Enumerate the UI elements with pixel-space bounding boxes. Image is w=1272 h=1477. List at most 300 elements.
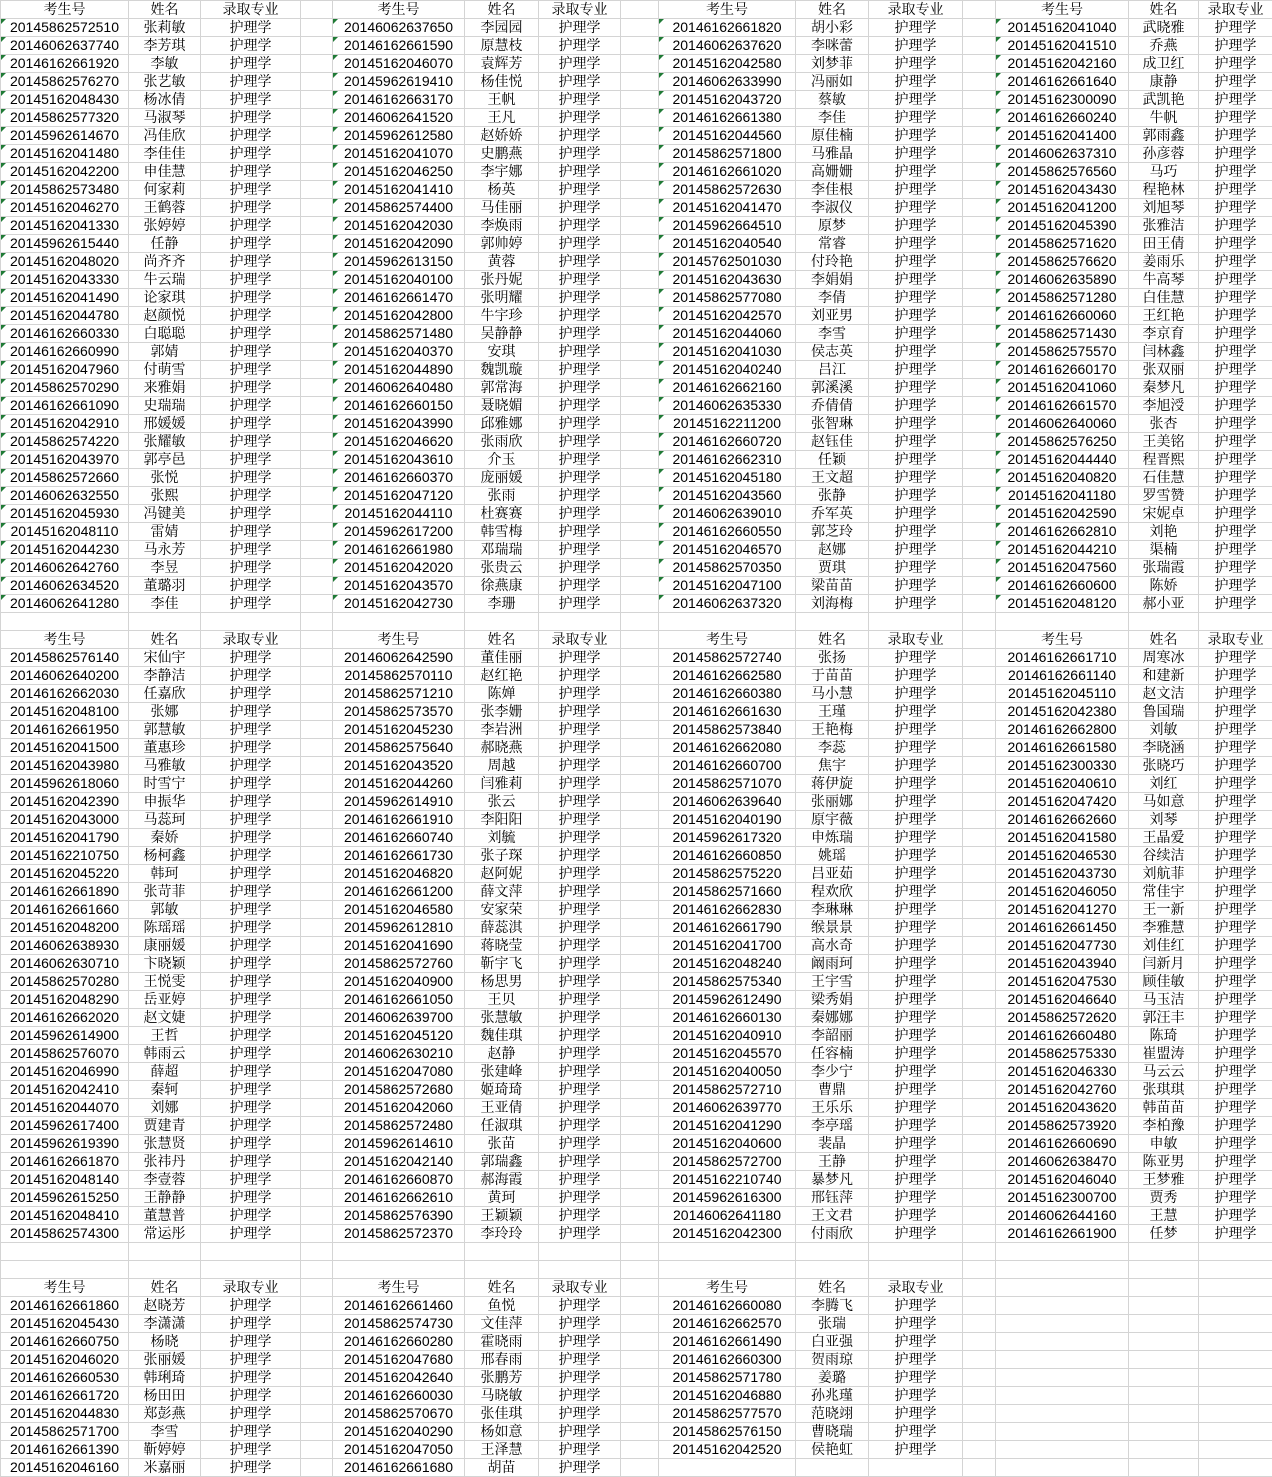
cell-exam-id[interactable]: 20145962617400 (1, 1117, 129, 1135)
cell-exam-id[interactable]: 20146062630710 (1, 955, 129, 973)
cell-major[interactable]: 护理学 (1199, 847, 1272, 865)
cell-major[interactable]: 护理学 (869, 865, 963, 883)
empty-cell[interactable] (996, 1387, 1129, 1405)
cell-name[interactable]: 张杏 (1129, 415, 1199, 433)
cell-exam-id[interactable]: 20145162042140 (333, 1153, 465, 1171)
cell-exam-id[interactable]: 20145162043570 (333, 577, 465, 595)
cell-name[interactable]: 王慧 (1129, 1207, 1199, 1225)
cell-major[interactable]: 护理学 (201, 1135, 301, 1153)
cell-name[interactable]: 张艺敏 (129, 73, 201, 91)
cell-exam-id[interactable]: 20145162041060 (996, 379, 1129, 397)
cell-name[interactable]: 黄蓉 (465, 253, 539, 271)
separator-cell[interactable] (301, 145, 333, 163)
empty-cell[interactable] (1129, 1279, 1199, 1297)
separator-cell[interactable] (621, 901, 659, 919)
cell-exam-id[interactable]: 20145862575570 (996, 343, 1129, 361)
cell-name[interactable]: 程艳林 (1129, 181, 1199, 199)
header-major[interactable]: 录取专业 (1199, 631, 1272, 649)
separator-cell[interactable] (301, 1207, 333, 1225)
cell-exam-id[interactable]: 20145862571700 (1, 1423, 129, 1441)
cell-name[interactable]: 王宇雪 (796, 973, 869, 991)
separator-cell[interactable] (301, 1063, 333, 1081)
cell-name[interactable]: 蔡敏 (796, 91, 869, 109)
cell-major[interactable]: 护理学 (539, 919, 621, 937)
cell-name[interactable]: 马玉洁 (1129, 991, 1199, 1009)
cell-exam-id[interactable]: 20145862570290 (1, 379, 129, 397)
cell-exam-id[interactable]: 20145862574730 (333, 1315, 465, 1333)
cell-major[interactable]: 护理学 (539, 289, 621, 307)
cell-major[interactable]: 护理学 (201, 1333, 301, 1351)
cell-name[interactable]: 赵静 (465, 1045, 539, 1063)
cell-exam-id[interactable]: 20145162041330 (1, 217, 129, 235)
cell-exam-id[interactable]: 20145162042410 (1, 1081, 129, 1099)
cell-exam-id[interactable]: 20145162047730 (996, 937, 1129, 955)
separator-cell[interactable] (963, 685, 996, 703)
separator-cell[interactable] (621, 595, 659, 613)
cell-major[interactable]: 护理学 (539, 577, 621, 595)
cell-name[interactable]: 秦娇 (129, 829, 201, 847)
cell-exam-id[interactable]: 20145962615440 (1, 235, 129, 253)
cell-name[interactable]: 高水奇 (796, 937, 869, 955)
cell-name[interactable]: 吕江 (796, 361, 869, 379)
empty-cell[interactable] (996, 1351, 1129, 1369)
separator-cell[interactable] (621, 163, 659, 181)
cell-major[interactable]: 护理学 (1199, 919, 1272, 937)
cell-exam-id[interactable]: 20145162041040 (996, 19, 1129, 37)
cell-exam-id[interactable]: 20146162661790 (659, 919, 796, 937)
cell-major[interactable]: 护理学 (1199, 37, 1272, 55)
cell-name[interactable]: 张苗 (465, 1135, 539, 1153)
cell-exam-id[interactable]: 20145862572370 (333, 1225, 465, 1243)
cell-exam-id[interactable]: 20146062635330 (659, 397, 796, 415)
cell-name[interactable]: 宋妮卓 (1129, 505, 1199, 523)
separator-cell[interactable] (963, 397, 996, 415)
cell-name[interactable]: 郭敏 (129, 901, 201, 919)
cell-exam-id[interactable]: 20145862570670 (333, 1405, 465, 1423)
separator-cell[interactable] (621, 865, 659, 883)
separator-cell[interactable] (301, 415, 333, 433)
cell-name[interactable]: 时雪宁 (129, 775, 201, 793)
cell-name[interactable]: 孙兆瑾 (796, 1387, 869, 1405)
cell-major[interactable]: 护理学 (539, 955, 621, 973)
empty-cell[interactable] (869, 1459, 963, 1477)
cell-exam-id[interactable]: 20145862571210 (333, 685, 465, 703)
cell-exam-id[interactable]: 20146162660170 (996, 361, 1129, 379)
cell-major[interactable]: 护理学 (539, 559, 621, 577)
separator-cell[interactable] (963, 199, 996, 217)
cell-name[interactable]: 张雨欣 (465, 433, 539, 451)
cell-exam-id[interactable]: 20146162660550 (659, 523, 796, 541)
separator-cell[interactable] (301, 73, 333, 91)
header-major[interactable]: 录取专业 (201, 1279, 301, 1297)
cell-name[interactable]: 刘亚男 (796, 307, 869, 325)
separator-cell[interactable] (963, 919, 996, 937)
cell-name[interactable]: 张雨 (465, 487, 539, 505)
cell-exam-id[interactable]: 20145162042300 (659, 1225, 796, 1243)
cell-major[interactable]: 护理学 (869, 811, 963, 829)
cell-major[interactable]: 护理学 (539, 1387, 621, 1405)
cell-major[interactable]: 护理学 (201, 127, 301, 145)
header-major[interactable]: 录取专业 (539, 1, 621, 19)
separator-cell[interactable] (301, 1387, 333, 1405)
cell-exam-id[interactable]: 20145762501030 (659, 253, 796, 271)
cell-name[interactable]: 刘敏 (1129, 721, 1199, 739)
cell-major[interactable]: 护理学 (539, 271, 621, 289)
cell-major[interactable]: 护理学 (539, 199, 621, 217)
cell-exam-id[interactable]: 20146162661870 (1, 1153, 129, 1171)
separator-cell[interactable] (621, 523, 659, 541)
cell-major[interactable]: 护理学 (869, 91, 963, 109)
cell-exam-id[interactable]: 20145862575330 (996, 1045, 1129, 1063)
separator-cell[interactable] (963, 595, 996, 613)
cell-name[interactable]: 马永芳 (129, 541, 201, 559)
cell-name[interactable]: 曹鼎 (796, 1081, 869, 1099)
separator-cell[interactable] (963, 955, 996, 973)
empty-cell[interactable] (333, 1243, 465, 1261)
cell-major[interactable]: 护理学 (539, 127, 621, 145)
cell-name[interactable]: 刘琴 (1129, 811, 1199, 829)
empty-cell[interactable] (996, 1261, 1129, 1279)
cell-exam-id[interactable]: 20145862576390 (333, 1207, 465, 1225)
cell-exam-id[interactable]: 20145162046070 (333, 55, 465, 73)
cell-name[interactable]: 康静 (1129, 73, 1199, 91)
cell-name[interactable]: 吴静静 (465, 325, 539, 343)
separator-cell[interactable] (621, 1009, 659, 1027)
cell-exam-id[interactable]: 20146162662030 (1, 685, 129, 703)
separator-cell[interactable] (963, 901, 996, 919)
separator-cell[interactable] (621, 559, 659, 577)
cell-major[interactable]: 护理学 (201, 271, 301, 289)
separator-cell[interactable] (963, 1045, 996, 1063)
cell-major[interactable]: 护理学 (201, 775, 301, 793)
separator-cell[interactable] (963, 1, 996, 19)
cell-exam-id[interactable]: 20145162041790 (1, 829, 129, 847)
separator-cell[interactable] (301, 631, 333, 649)
cell-name[interactable]: 宋仙宇 (129, 649, 201, 667)
separator-cell[interactable] (301, 199, 333, 217)
cell-major[interactable]: 护理学 (869, 1027, 963, 1045)
separator-cell[interactable] (963, 775, 996, 793)
empty-cell[interactable] (1199, 1351, 1272, 1369)
cell-name[interactable]: 韩琍琦 (129, 1369, 201, 1387)
header-major[interactable]: 录取专业 (201, 1, 301, 19)
cell-exam-id[interactable]: 20146062639770 (659, 1099, 796, 1117)
cell-name[interactable]: 武晓雅 (1129, 19, 1199, 37)
cell-major[interactable]: 护理学 (539, 1081, 621, 1099)
cell-major[interactable]: 护理学 (539, 253, 621, 271)
separator-cell[interactable] (963, 1135, 996, 1153)
cell-name[interactable]: 付萌雪 (129, 361, 201, 379)
cell-major[interactable]: 护理学 (869, 487, 963, 505)
empty-cell[interactable] (659, 1261, 796, 1279)
cell-exam-id[interactable]: 20145162041180 (996, 487, 1129, 505)
cell-exam-id[interactable]: 20145962612490 (659, 991, 796, 1009)
cell-exam-id[interactable]: 20145962615250 (1, 1189, 129, 1207)
cell-exam-id[interactable]: 20146162661590 (333, 37, 465, 55)
cell-name[interactable]: 王静静 (129, 1189, 201, 1207)
cell-name[interactable]: 郭瑞鑫 (465, 1153, 539, 1171)
separator-cell[interactable] (301, 307, 333, 325)
cell-major[interactable]: 护理学 (201, 1153, 301, 1171)
cell-major[interactable]: 护理学 (539, 487, 621, 505)
cell-exam-id[interactable]: 20145162041470 (659, 199, 796, 217)
cell-major[interactable]: 护理学 (1199, 163, 1272, 181)
separator-cell[interactable] (621, 1441, 659, 1459)
cell-name[interactable]: 王文君 (796, 1207, 869, 1225)
cell-exam-id[interactable]: 20145162041400 (996, 127, 1129, 145)
cell-exam-id[interactable]: 20146162661980 (333, 541, 465, 559)
cell-exam-id[interactable]: 20145162043990 (333, 415, 465, 433)
header-exam-id[interactable]: 考生号 (333, 1, 465, 19)
cell-name[interactable]: 于苗苗 (796, 667, 869, 685)
cell-major[interactable]: 护理学 (539, 1027, 621, 1045)
separator-cell[interactable] (621, 325, 659, 343)
separator-cell[interactable] (621, 649, 659, 667)
header-name[interactable]: 姓名 (129, 1279, 201, 1297)
separator-cell[interactable] (301, 793, 333, 811)
cell-exam-id[interactable]: 20145162041580 (996, 829, 1129, 847)
cell-name[interactable]: 张晓巧 (1129, 757, 1199, 775)
cell-exam-id[interactable]: 20146062638470 (996, 1153, 1129, 1171)
separator-cell[interactable] (963, 865, 996, 883)
cell-major[interactable]: 护理学 (539, 793, 621, 811)
cell-name[interactable]: 乔燕 (1129, 37, 1199, 55)
cell-major[interactable]: 护理学 (869, 757, 963, 775)
separator-cell[interactable] (963, 811, 996, 829)
empty-cell[interactable] (1129, 1369, 1199, 1387)
separator-cell[interactable] (301, 937, 333, 955)
cell-exam-id[interactable]: 20145162043610 (333, 451, 465, 469)
separator-cell[interactable] (301, 1189, 333, 1207)
separator-cell[interactable] (301, 1225, 333, 1243)
cell-major[interactable]: 护理学 (869, 1117, 963, 1135)
separator-cell[interactable] (301, 739, 333, 757)
separator-cell[interactable] (963, 577, 996, 595)
cell-major[interactable]: 护理学 (1199, 865, 1272, 883)
cell-exam-id[interactable]: 20146162662830 (659, 901, 796, 919)
cell-major[interactable]: 护理学 (201, 55, 301, 73)
cell-major[interactable]: 护理学 (1199, 379, 1272, 397)
separator-cell[interactable] (963, 487, 996, 505)
separator-cell[interactable] (301, 91, 333, 109)
cell-major[interactable]: 护理学 (201, 1045, 301, 1063)
empty-cell[interactable] (301, 1261, 333, 1279)
separator-cell[interactable] (621, 775, 659, 793)
cell-exam-id[interactable]: 20145162047080 (333, 1063, 465, 1081)
cell-major[interactable]: 护理学 (201, 829, 301, 847)
cell-exam-id[interactable]: 20146162660330 (1, 325, 129, 343)
cell-exam-id[interactable]: 20145162046250 (333, 163, 465, 181)
cell-exam-id[interactable]: 20145862571780 (659, 1369, 796, 1387)
separator-cell[interactable] (621, 811, 659, 829)
empty-cell[interactable] (963, 1243, 996, 1261)
cell-exam-id[interactable]: 20146162660850 (659, 847, 796, 865)
cell-name[interactable]: 曹晓瑞 (796, 1423, 869, 1441)
cell-exam-id[interactable]: 20145162046820 (333, 865, 465, 883)
cell-major[interactable]: 护理学 (1199, 361, 1272, 379)
empty-cell[interactable] (539, 1261, 621, 1279)
separator-cell[interactable] (621, 1423, 659, 1441)
cell-name[interactable]: 刘毓 (465, 829, 539, 847)
cell-exam-id[interactable]: 20146162662580 (659, 667, 796, 685)
separator-cell[interactable] (621, 703, 659, 721)
empty-cell[interactable] (996, 1279, 1129, 1297)
separator-cell[interactable] (963, 1099, 996, 1117)
cell-name[interactable]: 杨晓 (129, 1333, 201, 1351)
cell-major[interactable]: 护理学 (539, 433, 621, 451)
cell-major[interactable]: 护理学 (1199, 775, 1272, 793)
cell-name[interactable]: 姬琦琦 (465, 1081, 539, 1099)
separator-cell[interactable] (301, 1027, 333, 1045)
cell-exam-id[interactable]: 20145162042390 (1, 793, 129, 811)
separator-cell[interactable] (621, 631, 659, 649)
cell-major[interactable]: 护理学 (201, 973, 301, 991)
cell-name[interactable]: 原梦 (796, 217, 869, 235)
separator-cell[interactable] (621, 271, 659, 289)
cell-name[interactable]: 白亚强 (796, 1333, 869, 1351)
cell-exam-id[interactable]: 20146162660130 (659, 1009, 796, 1027)
cell-exam-id[interactable]: 20145962612810 (333, 919, 465, 937)
cell-exam-id[interactable]: 20146162660870 (333, 1171, 465, 1189)
cell-name[interactable]: 李静洁 (129, 667, 201, 685)
cell-exam-id[interactable]: 20145162041510 (996, 37, 1129, 55)
cell-major[interactable]: 护理学 (1199, 559, 1272, 577)
separator-cell[interactable] (963, 1081, 996, 1099)
cell-major[interactable]: 护理学 (1199, 577, 1272, 595)
cell-major[interactable]: 护理学 (201, 505, 301, 523)
cell-major[interactable]: 护理学 (201, 811, 301, 829)
cell-exam-id[interactable]: 20146162663170 (333, 91, 465, 109)
cell-major[interactable]: 护理学 (869, 469, 963, 487)
cell-major[interactable]: 护理学 (869, 181, 963, 199)
cell-major[interactable]: 护理学 (539, 1297, 621, 1315)
cell-name[interactable]: 蒋晓莹 (465, 937, 539, 955)
cell-major[interactable]: 护理学 (1199, 235, 1272, 253)
cell-major[interactable]: 护理学 (201, 523, 301, 541)
cell-exam-id[interactable]: 20146162662610 (333, 1189, 465, 1207)
cell-major[interactable]: 护理学 (1199, 1171, 1272, 1189)
cell-exam-id[interactable]: 20146162660530 (1, 1369, 129, 1387)
separator-cell[interactable] (621, 361, 659, 379)
cell-major[interactable]: 护理学 (869, 595, 963, 613)
cell-major[interactable]: 护理学 (1199, 127, 1272, 145)
cell-exam-id[interactable]: 20145162042580 (659, 55, 796, 73)
empty-cell[interactable] (1199, 1387, 1272, 1405)
cell-name[interactable]: 李珊 (465, 595, 539, 613)
header-major[interactable]: 录取专业 (1199, 1, 1272, 19)
separator-cell[interactable] (621, 757, 659, 775)
header-exam-id[interactable]: 考生号 (333, 631, 465, 649)
cell-exam-id[interactable]: 20145162048200 (1, 919, 129, 937)
cell-major[interactable]: 护理学 (869, 1081, 963, 1099)
cell-exam-id[interactable]: 20145162045120 (333, 1027, 465, 1045)
cell-exam-id[interactable]: 20145162041030 (659, 343, 796, 361)
cell-major[interactable]: 护理学 (539, 649, 621, 667)
cell-major[interactable]: 护理学 (869, 1369, 963, 1387)
separator-cell[interactable] (963, 73, 996, 91)
cell-name[interactable]: 张丽娜 (796, 793, 869, 811)
separator-cell[interactable] (301, 379, 333, 397)
cell-exam-id[interactable]: 20146162662800 (996, 721, 1129, 739)
empty-cell[interactable] (1199, 1315, 1272, 1333)
cell-name[interactable]: 王贝 (465, 991, 539, 1009)
cell-name[interactable]: 李佳 (796, 109, 869, 127)
cell-exam-id[interactable]: 20145862576070 (1, 1045, 129, 1063)
cell-major[interactable]: 护理学 (539, 1189, 621, 1207)
cell-major[interactable]: 护理学 (869, 1099, 963, 1117)
separator-cell[interactable] (963, 217, 996, 235)
separator-cell[interactable] (621, 991, 659, 1009)
cell-major[interactable]: 护理学 (869, 1333, 963, 1351)
cell-exam-id[interactable]: 20145862575220 (659, 865, 796, 883)
cell-major[interactable]: 护理学 (201, 847, 301, 865)
separator-cell[interactable] (621, 541, 659, 559)
separator-cell[interactable] (621, 1333, 659, 1351)
separator-cell[interactable] (963, 721, 996, 739)
cell-name[interactable]: 李少宁 (796, 1063, 869, 1081)
cell-name[interactable]: 胡苗 (465, 1459, 539, 1477)
empty-cell[interactable] (659, 1459, 796, 1477)
cell-exam-id[interactable]: 20145162046880 (659, 1387, 796, 1405)
cell-name[interactable]: 成卫红 (1129, 55, 1199, 73)
cell-exam-id[interactable]: 20145162048410 (1, 1207, 129, 1225)
separator-cell[interactable] (301, 577, 333, 595)
cell-name[interactable]: 韩苗苗 (1129, 1099, 1199, 1117)
cell-name[interactable]: 秦轲 (129, 1081, 201, 1099)
cell-exam-id[interactable]: 20146162661640 (996, 73, 1129, 91)
separator-cell[interactable] (301, 1333, 333, 1351)
cell-exam-id[interactable]: 20145162040050 (659, 1063, 796, 1081)
cell-exam-id[interactable]: 20145962614670 (1, 127, 129, 145)
cell-exam-id[interactable]: 20145862572480 (333, 1117, 465, 1135)
cell-major[interactable]: 护理学 (1199, 937, 1272, 955)
cell-exam-id[interactable]: 20146062641180 (659, 1207, 796, 1225)
cell-name[interactable]: 郭溪溪 (796, 379, 869, 397)
cell-major[interactable]: 护理学 (539, 343, 621, 361)
separator-cell[interactable] (301, 1351, 333, 1369)
cell-major[interactable]: 护理学 (1199, 1027, 1272, 1045)
cell-name[interactable]: 陈娇 (1129, 577, 1199, 595)
separator-cell[interactable] (621, 1027, 659, 1045)
cell-exam-id[interactable]: 20146062640480 (333, 379, 465, 397)
cell-major[interactable]: 护理学 (1199, 1099, 1272, 1117)
cell-major[interactable]: 护理学 (539, 1207, 621, 1225)
cell-name[interactable]: 杨英 (465, 181, 539, 199)
separator-cell[interactable] (621, 1225, 659, 1243)
separator-cell[interactable] (301, 181, 333, 199)
cell-exam-id[interactable]: 20145962619390 (1, 1135, 129, 1153)
separator-cell[interactable] (621, 1153, 659, 1171)
cell-name[interactable]: 顾佳敏 (1129, 973, 1199, 991)
separator-cell[interactable] (621, 1207, 659, 1225)
separator-cell[interactable] (963, 1171, 996, 1189)
cell-name[interactable]: 张丹妮 (465, 271, 539, 289)
cell-exam-id[interactable]: 20145162043720 (659, 91, 796, 109)
separator-cell[interactable] (621, 1459, 659, 1477)
cell-exam-id[interactable]: 20145162044890 (333, 361, 465, 379)
separator-cell[interactable] (301, 991, 333, 1009)
empty-cell[interactable] (1129, 1243, 1199, 1261)
cell-exam-id[interactable]: 20145162041410 (333, 181, 465, 199)
separator-cell[interactable] (301, 361, 333, 379)
cell-name[interactable]: 陈瑶瑶 (129, 919, 201, 937)
separator-cell[interactable] (301, 559, 333, 577)
cell-major[interactable]: 护理学 (869, 847, 963, 865)
cell-major[interactable]: 护理学 (1199, 1081, 1272, 1099)
cell-major[interactable]: 护理学 (869, 523, 963, 541)
cell-major[interactable]: 护理学 (869, 577, 963, 595)
separator-cell[interactable] (963, 415, 996, 433)
